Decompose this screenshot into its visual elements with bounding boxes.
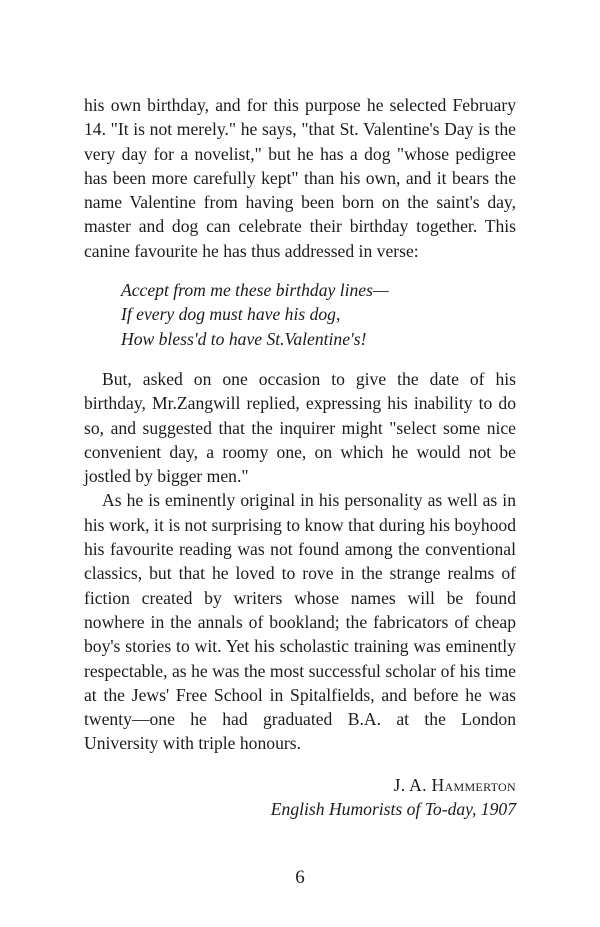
verse-line: Accept from me these birthday lines— xyxy=(121,280,389,301)
attribution-author: J. A. Hammerton xyxy=(393,774,516,795)
paragraph-boyhood: As he is eminently original in his personality as well as in his work, it is not surprising to know that during his boyhood his favourite reading was not found among the conventional classics, but that he loved to rove in the strange realms of fiction created by writers whose names will be found nowhere in the annals of bookland; the fabricators of cheap boy's stories to wit. Yet his scholastic training was eminently respectable, as he was the most successful scholar of his time at the Jews' Free School in Spitalfields, and before he was twenty—one he had graduated B.A. at the London University with triple honours. xyxy=(84,490,516,754)
paragraph-continued: his own birthday, and for this purpose he selected February 14. "It is not merely." he says, "that St. Valentine's Day is the very day for a novelist," but he has a dog "whose pedigree has been more carefully kept" than his own, and it bears the name Valentine from having been born on the saint's day, master and dog can celebrate their birthday together. This canine favourite he has thus addressed in verse: xyxy=(84,95,516,261)
paragraph-birthday: But, asked on one occasion to give the date of his birthday, Mr.Zangwill replied, expressing his inability to do so, and suggested that the inquirer might "select some nice convenient day, a roomy one, on which he would not be jostled by bigger men." xyxy=(84,368,516,487)
attribution-source: English Humorists of To-day, 1907 xyxy=(270,799,516,820)
verse-line: How bless'd to have St.Valentine's! xyxy=(121,328,367,349)
verse-quote xyxy=(121,278,516,351)
verse-line: If every dog must have his dog, xyxy=(121,304,341,325)
page-text-block xyxy=(84,93,516,821)
attribution xyxy=(84,773,516,822)
page-number: 6 xyxy=(295,867,305,888)
